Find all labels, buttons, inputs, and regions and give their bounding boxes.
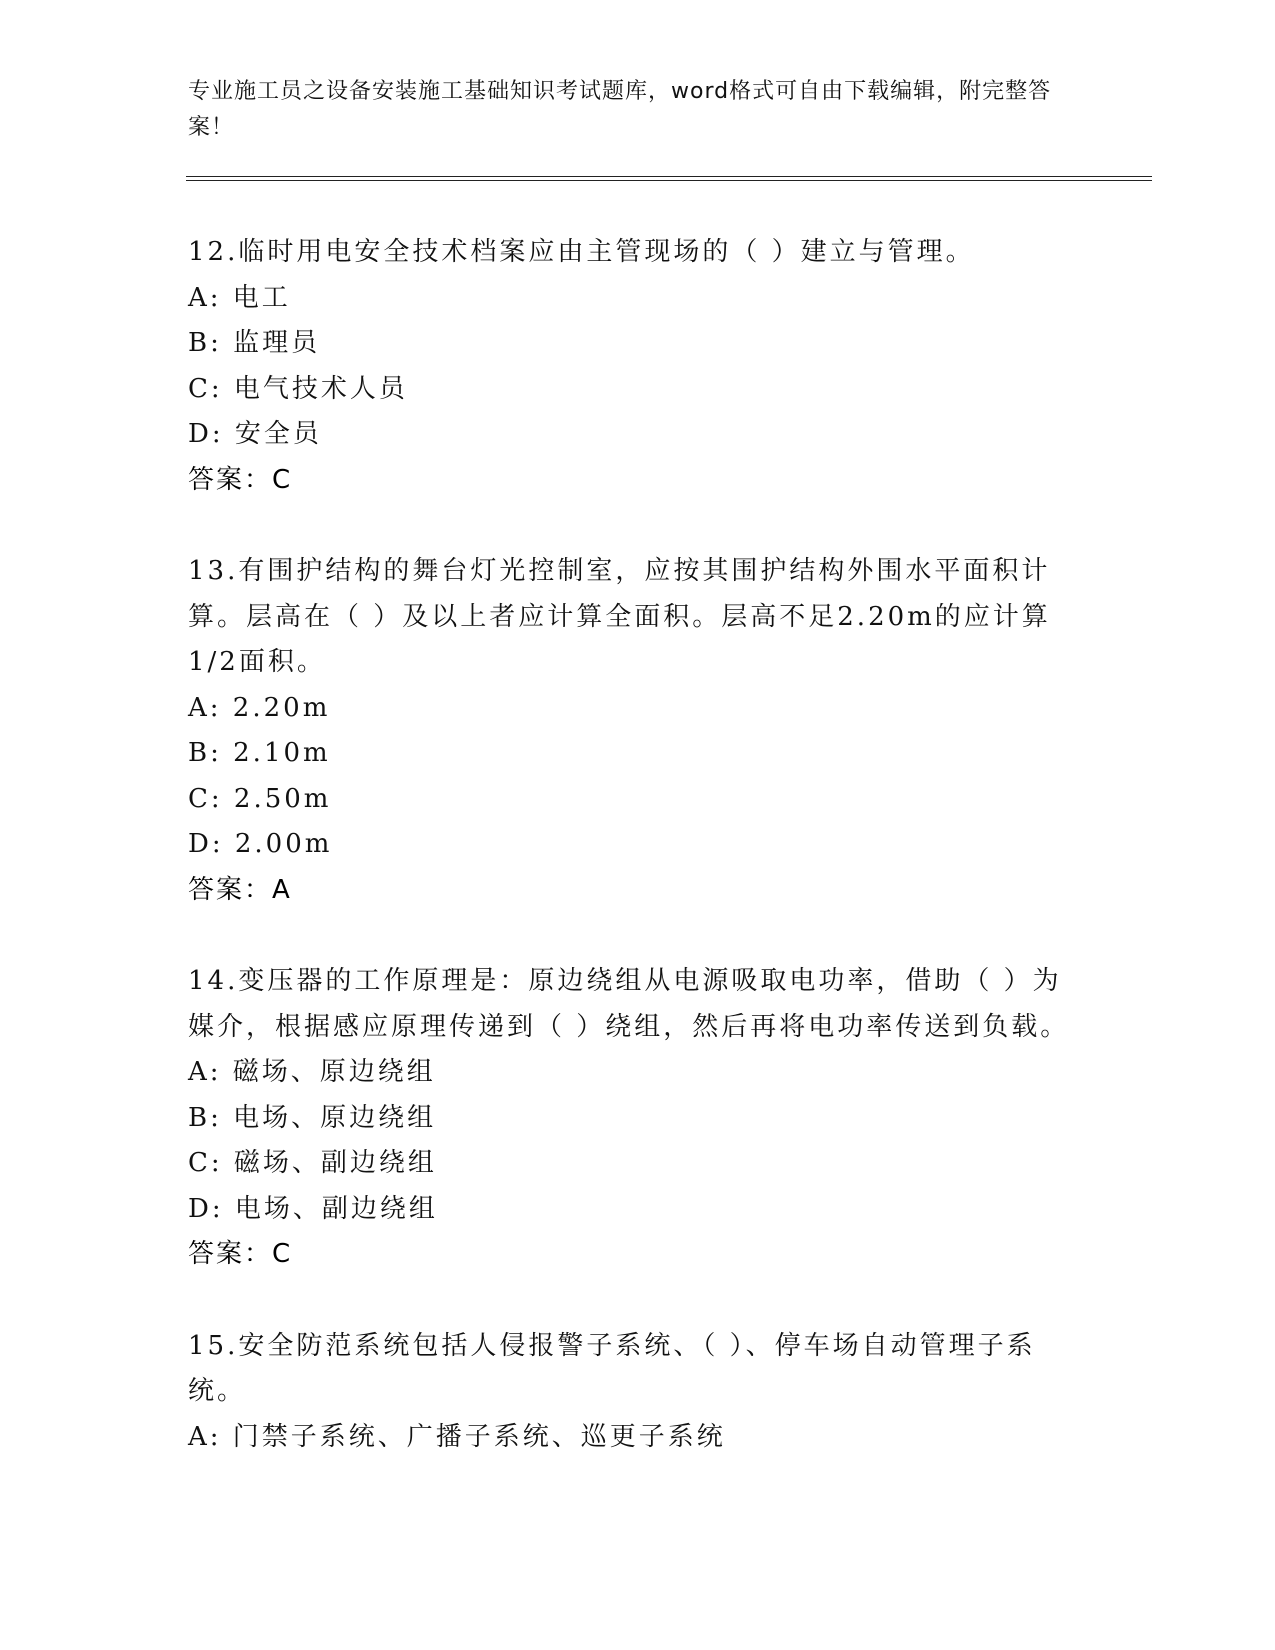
answer: 答案：C [188, 1239, 293, 1269]
option-a: A: 磁场、原边绕组 [188, 1057, 436, 1087]
option-a: A: 电工 [188, 282, 291, 313]
header-divider [186, 176, 1152, 181]
option-b: B: 电场、原边绕组 [188, 1102, 437, 1133]
answer: 答案：A [188, 874, 292, 905]
option-c: C: 电气技术人员 [188, 373, 408, 404]
question-15 [188, 1324, 1088, 1461]
option-a: A: 2.20m [188, 692, 331, 723]
question-list [188, 230, 1088, 1506]
option-b: B: 监理员 [188, 328, 321, 358]
option-d: D: 2.00m [188, 829, 333, 859]
option-a: A: 门禁子系统、广播子系统、巡更子系统 [188, 1421, 726, 1452]
question-text: 14.变压器的工作原理是：原边绕组从电源吸取电功率，借助（ ）为媒介，根据感应原理传递到（ ）绕组，然后再将电功率传送到负载。 [188, 966, 1070, 1042]
option-d: D: 电场、副边绕组 [188, 1193, 438, 1224]
option-c: C: 2.50m [188, 783, 332, 814]
question-text: 15.安全防范系统包括人侵报警子系统、（ ）、停车场自动管理子系统。 [188, 1330, 1036, 1406]
option-c: C: 磁场、副边绕组 [188, 1148, 437, 1178]
question-13 [188, 549, 1088, 913]
question-14 [188, 959, 1088, 1278]
option-d: D: 安全员 [188, 419, 322, 449]
option-b: B: 2.10m [188, 738, 331, 768]
question-text: 12.临时用电安全技术档案应由主管现场的（ ）建立与管理。 [188, 237, 975, 267]
question-12 [188, 230, 1088, 503]
answer: 答案：C [188, 464, 293, 495]
document-header: 专业施工员之设备安装施工基础知识考试题库，word格式可自由下载编辑，附完整答案！ [188, 79, 1052, 140]
question-text: 13.有围护结构的舞台灯光控制室，应按其围护结构外围水平面积计算。层高在（ ）及以上者应计算全面积。层高不足2.20m的应计算1/2面积。 [188, 556, 1051, 677]
